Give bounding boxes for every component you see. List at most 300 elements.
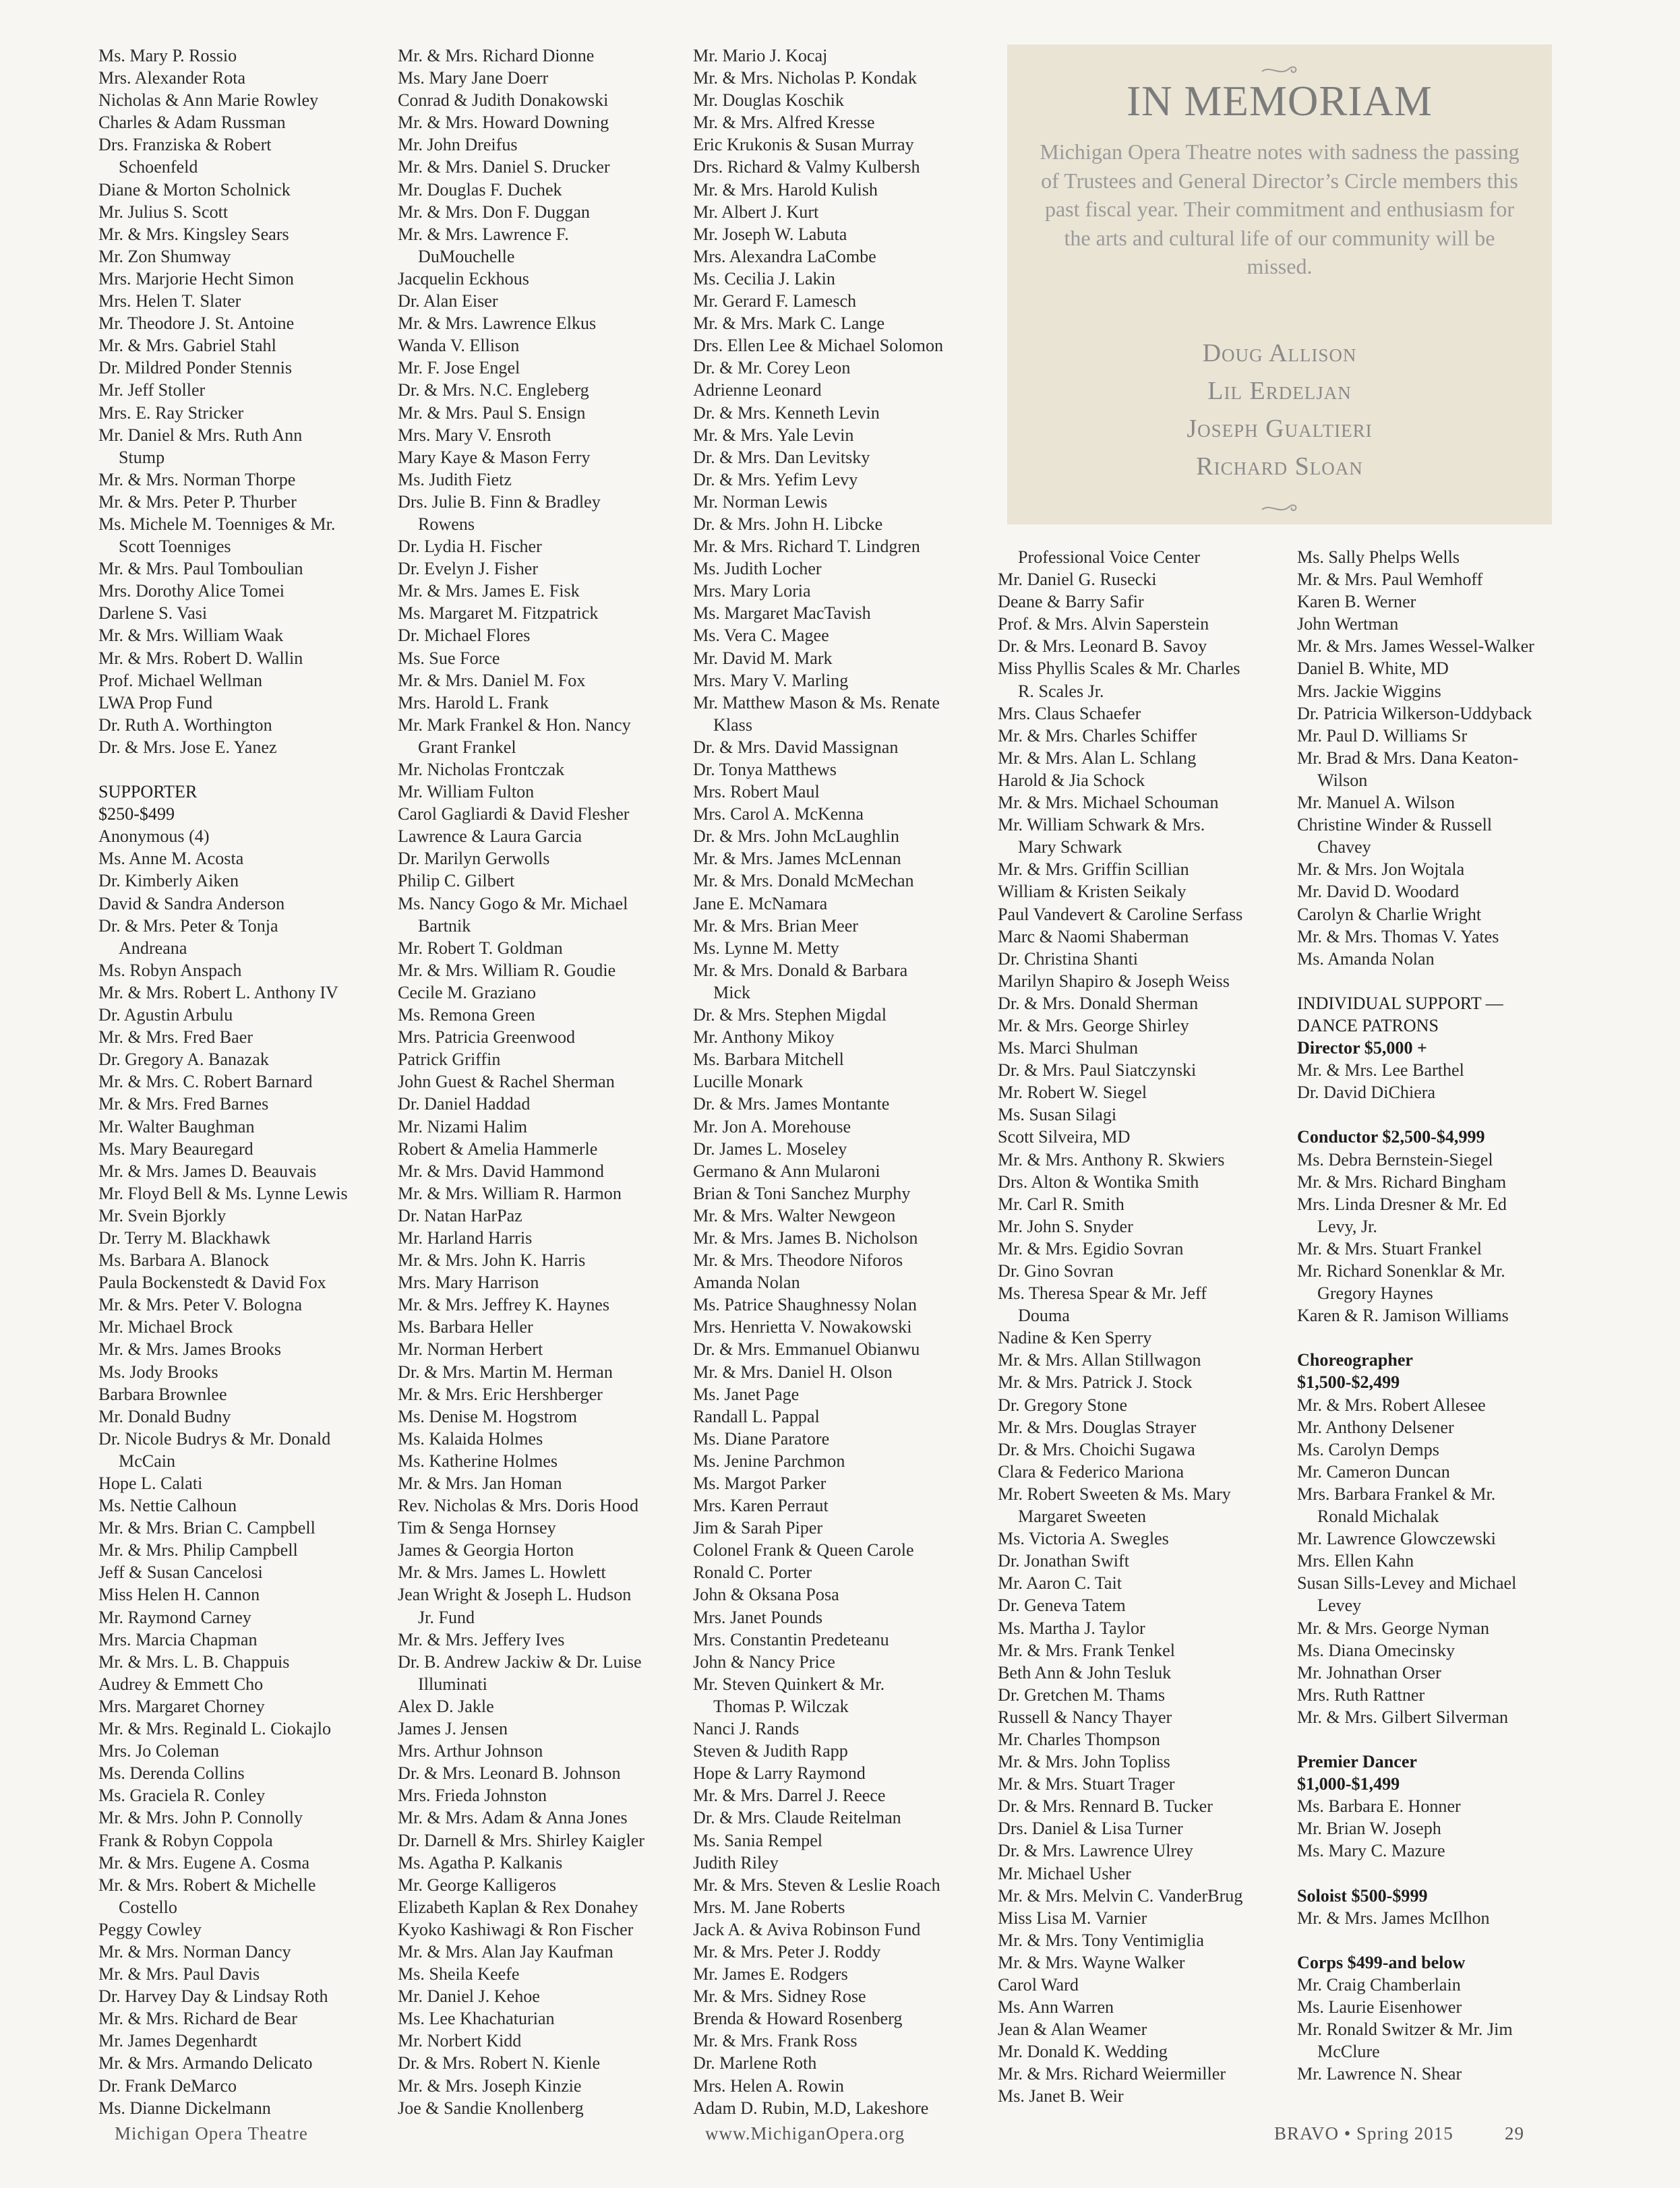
donor-name: Dr. Gregory A. Banazak <box>98 1050 269 1070</box>
donor-name: Margaret Sweeten <box>1018 1507 1147 1527</box>
donor-name: Dr. Daniel Haddad <box>398 1094 531 1114</box>
donor-name: Mr. William Schwark & Mrs. <box>998 815 1205 835</box>
donor-name: Mr. & Mrs. Robert L. Anthony IV <box>98 982 338 1002</box>
donor-name: Mr. & Mrs. James Wessel-Walker <box>1297 636 1534 657</box>
donor-name: Chavey <box>1317 837 1371 857</box>
donor-name: Mr. & Mrs. Melvin C. VanderBrug <box>998 1885 1243 1906</box>
donor-name: Miss Lisa M. Varnier <box>998 1908 1147 1928</box>
memoriam-name: Lil Erdeljan <box>1207 377 1352 405</box>
donor-name: Alex D. Jakle <box>398 1696 494 1716</box>
donor-name: Mr. Norman Herbert <box>398 1339 543 1360</box>
donor-name: Jim & Sarah Piper <box>693 1518 823 1538</box>
donor-name: Ms. Barbara E. Honner <box>1297 1796 1461 1817</box>
donor-name: Mrs. Alexander Rota <box>98 68 246 88</box>
donor-name: Mr. & Mrs. Philip Campbell <box>98 1540 298 1560</box>
donor-name: Scott Silveira, MD <box>998 1127 1131 1147</box>
donor-name: Mr. Julius S. Scott <box>98 202 229 222</box>
donor-name: Ms. Lynne M. Metty <box>693 938 839 958</box>
donor-name: Mrs. Mary V. Marling <box>693 670 849 690</box>
donor-name: Karen B. Werner <box>1297 592 1416 612</box>
donor-name: Dr. & Mrs. Emmanuel Obianwu <box>693 1339 920 1360</box>
donor-name: Ms. Margaret M. Fitzpatrick <box>398 603 599 624</box>
donor-name: Mrs. Constantin Predeteanu <box>693 1629 889 1649</box>
donor-name: Mrs. Robert Maul <box>693 782 820 802</box>
donor-name: Mr. & Mrs. Paul Davis <box>98 1964 260 1984</box>
donor-name: Mr. & Mrs. Richard Bingham <box>1297 1172 1507 1192</box>
donor-name: Mr. & Mrs. Michael Schouman <box>998 793 1219 813</box>
donor-name: Ms. Victoria A. Swegles <box>998 1529 1169 1549</box>
donor-name: Mary Kaye & Mason Ferry <box>398 447 591 467</box>
donor-name: Scott Toenniges <box>119 537 231 557</box>
donor-name: Marc & Naomi Shaberman <box>998 926 1189 946</box>
donor-name: Mr. & Mrs. Jeffery Ives <box>398 1629 565 1649</box>
donor-name: Dr. Michael Flores <box>398 626 531 646</box>
section-heading: Conductor $2,500-$4,999 <box>1297 1127 1485 1147</box>
donor-name: Drs. Daniel & Lisa Turner <box>998 1819 1183 1839</box>
donor-name: Mr. & Mrs. Anthony R. Skwiers <box>998 1149 1225 1169</box>
donor-name: Mr. & Mrs. Richard Weiermiller <box>998 2064 1226 2084</box>
donor-name: Dr. Gretchen M. Thams <box>998 1684 1166 1705</box>
footer-publisher: Michigan Opera Theatre <box>115 2123 308 2144</box>
donor-name: Ms. Ann Warren <box>998 1997 1114 2017</box>
donor-name: Levy, Jr. <box>1317 1216 1377 1236</box>
donor-name: Dr. & Mrs. Yefim Levy <box>693 469 858 489</box>
donor-name: Mr. & Mrs. William R. Goudie <box>398 960 616 980</box>
donor-name: Prof. Michael Wellman <box>98 670 263 690</box>
donor-name: Dr. & Mrs. Stephen Migdal <box>693 1005 887 1025</box>
donor-name: Mr. & Mrs. Griffin Scillian <box>998 859 1189 880</box>
donor-name: Mr. & Mrs. Reginald L. Ciokajlo <box>98 1719 332 1739</box>
donor-name: Mr. Michael Brock <box>98 1317 233 1337</box>
donor-name: Robert & Amelia Hammerle <box>398 1138 598 1159</box>
donor-name: Dr. & Mrs. Choichi Sugawa <box>998 1439 1195 1459</box>
donor-name: Mr. & Mrs. George Shirley <box>998 1015 1189 1035</box>
donor-name: Mr. & Mrs. Yale Levin <box>693 425 854 445</box>
donor-name: Mr. & Mrs. Brian C. Campbell <box>98 1518 316 1538</box>
donor-name: Mr. Norbert Kidd <box>398 2031 522 2051</box>
donor-name: Mick <box>713 982 751 1002</box>
donor-name: Mr. & Mrs. Tony Ventimiglia <box>998 1930 1205 1950</box>
donor-name: Mr. & Mrs. Jeffrey K. Haynes <box>398 1295 610 1315</box>
donor-name: Mr. & Mrs. Fred Baer <box>98 1027 253 1047</box>
donor-name: Harold & Jia Schock <box>998 770 1145 790</box>
donor-name: James J. Jensen <box>398 1719 508 1739</box>
donor-name: Jr. Fund <box>418 1607 475 1627</box>
donor-name: Mr. & Mrs. Gabriel Stahl <box>98 336 276 356</box>
donor-name: Mr. & Mrs. Richard Dionne <box>398 46 595 65</box>
donor-name: Mr. & Mrs. L. B. Chappuis <box>98 1651 290 1672</box>
donor-name: Mrs. Janet Pounds <box>693 1607 823 1627</box>
donor-name: Ms. Vera C. Magee <box>693 626 829 646</box>
donor-name: Marilyn Shapiro & Joseph Weiss <box>998 971 1230 991</box>
donor-name: Mr. & Mrs. David Hammond <box>398 1161 604 1181</box>
donor-name: Mr. & Mrs. Alan L. Schlang <box>998 748 1197 768</box>
donor-name: Mr. Anthony Mikoy <box>693 1027 835 1047</box>
donor-name: Mr. Robert Sweeten & Ms. Mary <box>998 1484 1231 1504</box>
donor-name: Mr. & Mrs. Egidio Sovran <box>998 1238 1184 1258</box>
donor-name: Mr. & Mrs. Peter V. Bologna <box>98 1295 303 1315</box>
donor-name: Ms. Denise M. Hogstrom <box>398 1406 578 1426</box>
donor-name: Mrs. Barbara Frankel & Mr. <box>1297 1484 1496 1504</box>
donor-name: James & Georgia Horton <box>398 1540 574 1560</box>
donor-name: Mr. Theodore J. St. Antoine <box>98 313 295 334</box>
donor-name: Ms. Diane Paratore <box>693 1428 830 1449</box>
donor-name: Mr. & Mrs. Fred Barnes <box>98 1094 269 1114</box>
donor-name: Mr. & Mrs. John P. Connolly <box>98 1808 303 1828</box>
donor-name: Mr. & Mrs. Don F. Duggan <box>398 202 590 222</box>
donor-name: Dr. Frank DeMarco <box>98 2075 237 2096</box>
donor-name: Mrs. Mary V. Ensroth <box>398 425 551 445</box>
section-spacer <box>1297 1728 1594 1751</box>
donor-name: Mr. & Mrs. Sidney Rose <box>693 1986 866 2007</box>
memoriam-body: Michigan Opera Theatre notes with sadness the passing of Trustees and General Director’s Circle members this past fiscal year. Their commitment and enthusiasm for the arts and cultural life of our community will be missed. <box>1040 140 1520 278</box>
donor-name: Mr. & Mrs. Wayne Walker <box>998 1952 1185 1972</box>
donor-name: Peggy Cowley <box>98 1919 202 1939</box>
donor-name: Drs. Alton & Wontika Smith <box>998 1172 1199 1192</box>
donor-name: Mrs. Carol A. McKenna <box>693 804 864 824</box>
donor-name: Mrs. Mary Loria <box>693 581 811 601</box>
donor-name: Mr. & Mrs. Norman Thorpe <box>98 469 296 489</box>
donor-name: Mr. Carl R. Smith <box>998 1194 1124 1214</box>
donor-name: Mr. & Mrs. Richard de Bear <box>98 2009 297 2029</box>
donor-name: Dr. & Mrs. Martin M. Herman <box>398 1362 613 1382</box>
donor-name: Mr. & Mrs. John K. Harris <box>398 1250 586 1271</box>
donor-name: Mr. & Mrs. Daniel S. Drucker <box>398 157 610 177</box>
donor-name: Mr. & Mrs. James Brooks <box>98 1339 282 1360</box>
donor-name: Mr. Harland Harris <box>398 1227 533 1248</box>
donor-name: Thomas P. Wilczak <box>713 1696 849 1716</box>
donor-name: Mrs. Karen Perraut <box>693 1496 829 1516</box>
donor-name: Mr. Douglas F. Duchek <box>398 179 562 200</box>
donor-name: Dr. Terry M. Blackhawk <box>98 1227 270 1248</box>
donor-name: Wanda V. Ellison <box>398 336 520 356</box>
donor-name: Mr. & Mrs. John Topliss <box>998 1752 1170 1772</box>
donor-name: Russell & Nancy Thayer <box>998 1707 1172 1727</box>
donor-name: Germano & Ann Mularoni <box>693 1161 880 1181</box>
donor-name: Mr. & Mrs. James D. Beauvais <box>98 1161 317 1181</box>
memoriam-name: Doug Allison <box>1202 339 1357 367</box>
memoriam-name: Richard Sloan <box>1196 452 1363 481</box>
donor-name: Ms. Barbara Heller <box>398 1317 533 1337</box>
donor-name: Mr. Floyd Bell & Ms. Lynne Lewis <box>98 1183 348 1203</box>
donor-name: Mr. & Mrs. Howard Downing <box>398 113 609 133</box>
donor-name: Mr. & Mrs. Norman Dancy <box>98 1941 291 1962</box>
donor-name: Mr. & Mrs. James McIlhon <box>1297 1908 1490 1928</box>
donor-name: Mrs. Claus Schaefer <box>998 703 1141 723</box>
donor-name: Mr. Charles Thompson <box>998 1729 1160 1749</box>
donor-name: Mr. Walter Baughman <box>98 1116 255 1136</box>
donor-name: Dr. Natan HarPaz <box>398 1205 522 1225</box>
section-heading: DANCE PATRONS <box>1297 1015 1439 1035</box>
donor-name: Gregory Haynes <box>1317 1283 1433 1304</box>
donor-name: Mr. James Degenhardt <box>98 2031 258 2051</box>
donor-name: Mr. & Mrs. Kingsley Sears <box>98 224 289 244</box>
donor-name: Darlene S. Vasi <box>98 603 208 624</box>
donor-name: Carolyn & Charlie Wright <box>1297 904 1482 924</box>
donor-name: Dr. James L. Moseley <box>693 1138 847 1159</box>
donor-name: Mrs. Helen A. Rowin <box>693 2075 844 2096</box>
donor-name: Mr. & Mrs. Frank Tenkel <box>998 1640 1175 1660</box>
donor-name: Brenda & Howard Rosenberg <box>693 2009 903 2029</box>
donor-name: Susan Sills-Levey and Michael <box>1297 1573 1517 1593</box>
donor-name: Mrs. Henrietta V. Nowakowski <box>693 1317 912 1337</box>
donor-name: Anonymous (4) <box>98 826 210 847</box>
donor-name: Patrick Griffin <box>398 1050 501 1070</box>
donor-name: Dr. Evelyn J. Fisher <box>398 559 539 579</box>
in-memoriam-box <box>1007 44 1552 524</box>
donor-name: Barbara Brownlee <box>98 1384 227 1404</box>
donor-name: Mr. Daniel J. Kehoe <box>398 1986 540 2007</box>
section-heading: $1,500-$2,499 <box>1297 1372 1400 1393</box>
donor-name: Mrs. Ellen Kahn <box>1297 1551 1414 1571</box>
donor-name: Nicholas & Ann Marie Rowley <box>98 90 319 111</box>
section-heading: Director $5,000 + <box>1297 1038 1427 1058</box>
donor-name: Ms. Dianne Dickelmann <box>98 2098 271 2118</box>
donor-name: Mr. & Mrs. Walter Newgeon <box>693 1205 896 1225</box>
donor-name: Randall L. Pappal <box>693 1406 820 1426</box>
memoriam-name: Joseph Gualtieri <box>1187 415 1373 443</box>
donor-name: Ms. Mary Jane Doerr <box>398 68 549 88</box>
section-spacer <box>1297 970 1594 992</box>
donor-name: Karen & R. Jamison Williams <box>1297 1306 1509 1326</box>
donor-name: Mr. Ronald Switzer & Mr. Jim <box>1297 2019 1513 2040</box>
donor-name: Dr. Marilyn Gerwolls <box>398 849 550 869</box>
donor-name: Mr. & Mrs. Robert Allesee <box>1297 1395 1486 1415</box>
section-heading: Soloist $500-$999 <box>1297 1885 1428 1906</box>
donor-name: Carol Ward <box>998 1975 1079 1995</box>
donor-name: Ms. Diana Omecinsky <box>1297 1640 1456 1660</box>
donor-name: Dr. & Mrs. Claude Reitelman <box>693 1808 901 1828</box>
donor-name: Ms. Judith Locher <box>693 559 822 579</box>
donor-name: Charles & Adam Russman <box>98 113 286 133</box>
donor-name: Mr. & Mrs. Daniel H. Olson <box>693 1362 893 1382</box>
donor-name: Mr. & Mrs. Jan Homan <box>398 1473 562 1493</box>
donor-name: Mr. Jon A. Morehouse <box>693 1116 851 1136</box>
donor-name: Mr. & Mrs. Jon Wojtala <box>1297 859 1465 880</box>
donor-name: Bartnik <box>418 915 471 936</box>
donor-name: Mr. John Dreifus <box>398 135 518 155</box>
donor-name: Andreana <box>119 938 187 958</box>
donor-name: Mr. Cameron Duncan <box>1297 1461 1450 1482</box>
donor-name: Ms. Barbara A. Blanock <box>98 1250 269 1271</box>
donor-name: Dr. Mildred Ponder Stennis <box>98 358 293 378</box>
donor-name: Dr. & Mrs. Rennard B. Tucker <box>998 1796 1213 1817</box>
donor-name: Ms. Agatha P. Kalkanis <box>398 1852 563 1873</box>
donor-name: Mr. & Mrs. Darrel J. Reece <box>693 1786 886 1806</box>
donor-name: Mr. & Mrs. Armando Delicato <box>98 2053 313 2073</box>
donor-name: Mr. & Mrs. Robert D. Wallin <box>98 648 303 668</box>
donor-name: Hope L. Calati <box>98 1473 203 1493</box>
section-heading: Choreographer <box>1297 1350 1414 1370</box>
donor-name: Ms. Patrice Shaughnessy Nolan <box>693 1295 917 1315</box>
donor-name: Frank & Robyn Coppola <box>98 1830 273 1850</box>
donor-name: Klass <box>713 715 752 735</box>
donor-name: Mr. Zon Shumway <box>98 246 231 266</box>
donor-name: Mr. & Mrs. Paul Wemhoff <box>1297 570 1483 590</box>
donor-name: Mr. & Mrs. Eric Hershberger <box>398 1384 603 1404</box>
flourish-ornament-bottom-icon <box>1259 500 1300 516</box>
donor-name: Conrad & Judith Donakowski <box>398 90 609 111</box>
donor-name: Dr. & Mrs. Paul Siatczynski <box>998 1060 1197 1081</box>
donor-name: Ms. Jody Brooks <box>98 1362 218 1382</box>
donor-name: Dr. & Mrs. Leonard B. Johnson <box>398 1763 621 1784</box>
donor-name: Adam D. Rubin, M.D, Lakeshore <box>693 2098 929 2118</box>
donor-name: Mrs. Marjorie Hecht Simon <box>98 268 294 288</box>
donor-name: Mrs. Alexandra LaCombe <box>693 246 876 266</box>
section-heading: SUPPORTER <box>98 782 198 802</box>
donor-name: Diane & Morton Scholnick <box>98 179 291 200</box>
donor-name: Mr. & Mrs. George Nyman <box>1297 1618 1490 1638</box>
section-spacer <box>98 758 395 781</box>
donor-name: Levey <box>1317 1596 1362 1616</box>
donor-name: Drs. Ellen Lee & Michael Solomon <box>693 336 944 356</box>
donor-name: Ms. Nettie Calhoun <box>98 1496 237 1516</box>
donor-name: Dr. Darnell & Mrs. Shirley Kaigler <box>398 1830 644 1850</box>
donor-name: Mr. & Mrs. Thomas V. Yates <box>1297 926 1499 946</box>
donor-name: Mr. & Mrs. Mark C. Lange <box>693 313 885 334</box>
donor-name: Judith Riley <box>693 1852 779 1873</box>
donor-name: Dr. Gino Sovran <box>998 1261 1114 1281</box>
donor-name: Deane & Barry Safir <box>998 592 1144 612</box>
donor-name: Mrs. Linda Dresner & Mr. Ed <box>1297 1194 1507 1214</box>
donor-name: Ms. Mary Beauregard <box>98 1138 253 1159</box>
donor-name: Dr. Patricia Wilkerson-Uddyback <box>1297 703 1532 723</box>
flourish-ornament-top-icon <box>1259 62 1300 78</box>
donor-name: Dr. & Mrs. Lawrence Ulrey <box>998 1841 1193 1861</box>
donor-name: Costello <box>119 1897 177 1917</box>
donor-name: Mr. & Mrs. Harold Kulish <box>693 179 878 200</box>
donor-name: Dr. & Mr. Corey Leon <box>693 358 851 378</box>
donor-name: Mr. William Fulton <box>398 782 535 802</box>
donor-name: Dr. Tonya Matthews <box>693 760 837 779</box>
donor-name: Jean Wright & Joseph L. Hudson <box>398 1585 632 1605</box>
donor-name: Mr. & Mrs. James McLennan <box>693 849 901 869</box>
donor-name: Wilson <box>1317 770 1368 790</box>
donor-name: Mr. & Mrs. Joseph Kinzie <box>398 2075 582 2096</box>
donor-name: Mrs. Mary Harrison <box>398 1273 539 1293</box>
donor-name: Mr. & Mrs. Alan Jay Kaufman <box>398 1941 613 1962</box>
donor-name: Mr. & Mrs. Lawrence F. <box>398 224 569 244</box>
footer-issue: BRAVO • Spring 2015 <box>1274 2123 1453 2144</box>
donor-name: Dr. Marlene Roth <box>693 2053 817 2073</box>
donor-column-4 <box>998 546 1301 2108</box>
donor-name: Mrs. Frieda Johnston <box>398 1786 547 1806</box>
donor-name: Ms. Amanda Nolan <box>1297 948 1435 969</box>
donor-name: Nanci J. Rands <box>693 1719 800 1739</box>
donor-name: Mr. Lawrence Glowczewski <box>1297 1529 1496 1549</box>
donor-name: Mr. Raymond Carney <box>98 1607 251 1627</box>
section-spacer <box>1297 1862 1594 1885</box>
donor-name: Ms. Janet Page <box>693 1384 800 1404</box>
donor-name: Mr. & Mrs. Brian Meer <box>693 915 858 936</box>
donor-column-3 <box>693 44 990 2119</box>
donor-name: Ms. Jenine Parchmon <box>693 1451 845 1471</box>
donor-name: Dr. & Mrs. James Montante <box>693 1094 890 1114</box>
donor-name: LWA Prop Fund <box>98 692 213 712</box>
section-spacer <box>1297 1103 1594 1126</box>
donor-name: Audrey & Emmett Cho <box>98 1674 264 1694</box>
donor-name: John & Nancy Price <box>693 1651 835 1672</box>
donor-name: Ronald Michalak <box>1317 1507 1439 1527</box>
donor-name: Mr. Brad & Mrs. Dana Keaton- <box>1297 748 1519 768</box>
donor-name: Mr. Anthony Delsener <box>1297 1417 1454 1437</box>
donor-name: Mr. & Mrs. James B. Nicholson <box>693 1227 918 1248</box>
donor-name: Ms. Carolyn Demps <box>1297 1439 1439 1459</box>
donor-name: Mr. & Mrs. Lee Barthel <box>1297 1060 1464 1081</box>
donor-name: Mr. & Mrs. Stuart Trager <box>998 1774 1175 1794</box>
donor-name: Christine Winder & Russell <box>1297 815 1493 835</box>
donor-name: Mr. Mario J. Kocaj <box>693 46 828 65</box>
donor-name: Paula Bockenstedt & David Fox <box>98 1273 326 1293</box>
donor-name: Mr. Nizami Halim <box>398 1116 528 1136</box>
donor-name: Mr. Nicholas Frontczak <box>398 760 565 779</box>
donor-name: Ms. Susan Silagi <box>998 1105 1117 1125</box>
donor-name: Dr. Gregory Stone <box>998 1395 1128 1415</box>
donor-name: Mr. & Mrs. Richard T. Lindgren <box>693 537 920 557</box>
donor-name: Mr. & Mrs. Eugene A. Cosma <box>98 1852 310 1873</box>
donor-name: Mr. & Mrs. James L. Howlett <box>398 1562 606 1583</box>
memoriam-names <box>1007 334 1552 485</box>
donor-name: Ms. Sue Force <box>398 648 500 668</box>
donor-name: Mr. & Mrs. Patrick J. Stock <box>998 1372 1193 1393</box>
donor-name: Miss Phyllis Scales & Mr. Charles <box>998 659 1240 679</box>
donor-name: Mr. Lawrence N. Shear <box>1297 2064 1462 2084</box>
donor-name: Amanda Nolan <box>693 1273 800 1293</box>
donor-name: Mr. Gerard F. Lamesch <box>693 291 857 311</box>
donor-name: Mary Schwark <box>1018 837 1122 857</box>
donor-name: Mr. & Mrs. Peter J. Roddy <box>693 1941 881 1962</box>
donor-name: Mr. & Mrs. Gilbert Silverman <box>1297 1707 1509 1727</box>
donor-name: Lawrence & Laura Garcia <box>398 826 582 847</box>
donor-name: Mr. Brian W. Joseph <box>1297 1819 1441 1839</box>
donor-name: Ms. Judith Fietz <box>398 469 512 489</box>
donor-name: Mrs. Ruth Rattner <box>1297 1684 1425 1705</box>
donor-name: Miss Helen H. Cannon <box>98 1585 260 1605</box>
donor-name: Drs. Julie B. Finn & Bradley <box>398 491 601 512</box>
donor-name: Ms. Margaret MacTavish <box>693 603 871 624</box>
donor-name: Adrienne Leonard <box>693 380 822 400</box>
donor-name: Ms. Martha J. Taylor <box>998 1618 1145 1638</box>
donor-name: Mr. Matthew Mason & Ms. Renate <box>693 692 940 712</box>
donor-name: Mr. F. Jose Engel <box>398 358 520 378</box>
donor-name: Philip C. Gilbert <box>398 871 515 891</box>
donor-name: Elizabeth Kaplan & Rex Donahey <box>398 1897 638 1917</box>
section-heading: INDIVIDUAL SUPPORT — <box>1297 993 1503 1013</box>
donor-name: Ms. Barbara Mitchell <box>693 1050 844 1070</box>
donor-name: Mr. & Mrs. Donald McMechan <box>693 871 914 891</box>
donor-name: R. Scales Jr. <box>1018 681 1104 701</box>
donor-name: Nadine & Ken Sperry <box>998 1328 1152 1348</box>
donor-name: Ms. Marci Shulman <box>998 1038 1139 1058</box>
donor-name: Dr. & Mrs. Peter & Tonja <box>98 915 278 936</box>
donor-name: Ronald C. Porter <box>693 1562 812 1583</box>
donor-name: Mr. Donald Budny <box>98 1406 231 1426</box>
donor-name: Mr. & Mrs. Steven & Leslie Roach <box>693 1875 940 1895</box>
donor-name: Ms. Sania Rempel <box>693 1830 823 1850</box>
donor-name: Jane E. McNamara <box>693 893 828 913</box>
donor-name: Dr. Lydia H. Fischer <box>398 537 542 557</box>
donor-name: Ms. Janet B. Weir <box>998 2086 1124 2106</box>
donor-name: Dr. Kimberly Aiken <box>98 871 239 891</box>
donor-name: Mr. Paul D. Williams Sr <box>1297 725 1468 746</box>
donor-name: Grant Frankel <box>418 737 516 757</box>
donor-name: Lucille Monark <box>693 1072 804 1092</box>
donor-name: Mr. Richard Sonenklar & Mr. <box>1297 1261 1505 1281</box>
donor-name: Dr. & Mrs. John McLaughlin <box>693 826 899 847</box>
donor-name: Dr. Christina Shanti <box>998 948 1139 969</box>
donor-name: Mr. Douglas Koschik <box>693 90 844 111</box>
donor-name: Ms. Katherine Holmes <box>398 1451 558 1471</box>
